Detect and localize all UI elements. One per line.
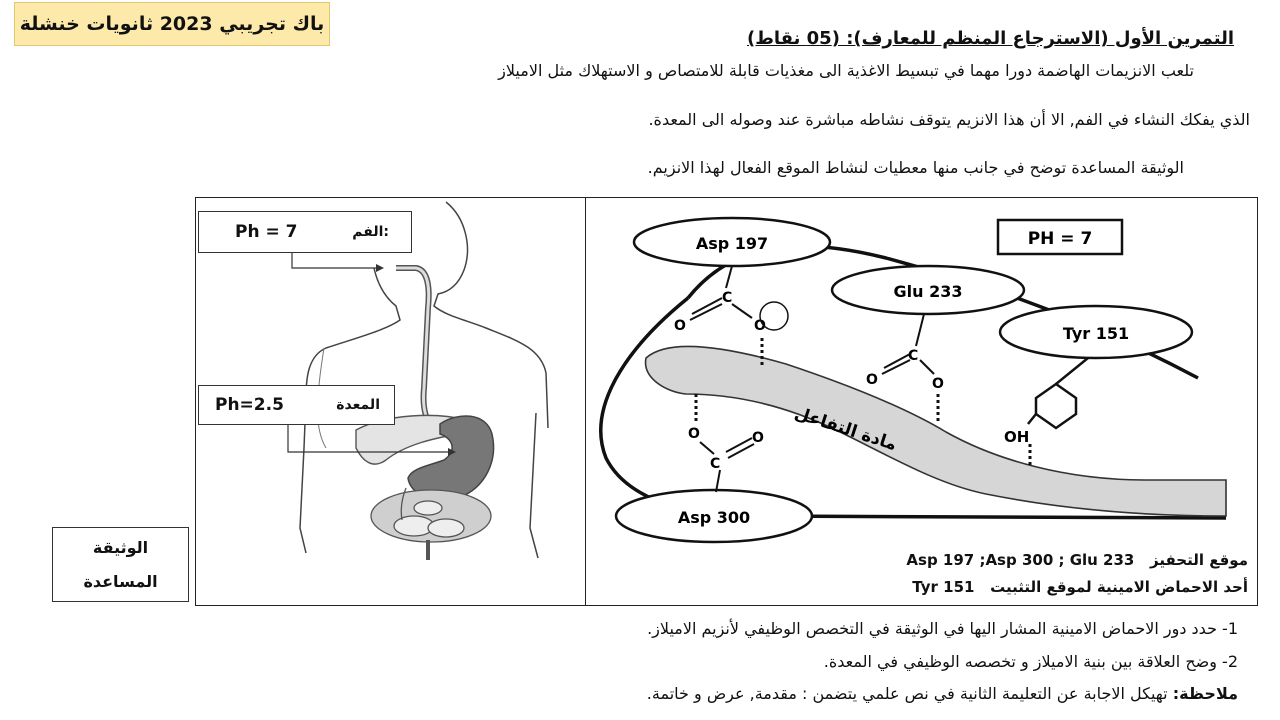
tyr151-oh: OH [1004,428,1030,446]
question-1: 1- حدد دور الاحماض الامينية المشار اليها في الوثيقة في التخصص الوظيفي لأنزيم الاميلاز. [647,619,1238,638]
glu233-o1: O [866,372,878,388]
stomach-ph-box [198,385,395,425]
asp197-o1: O [674,318,686,334]
helper-document-box [52,527,189,602]
ph-box-text: PH = 7 [1027,229,1093,249]
catalytic-site-values: Asp 197 ;Asp 300 ; Glu 233 [906,551,1135,569]
binding-site-label: أحد الاحماض الامينية لموقع التثبيت [990,578,1248,596]
tyr151-label: Tyr 151 [1062,324,1130,343]
glu233-c: C [908,348,919,364]
question-2: 2- وضح العلاقة بين بنية الاميلاز و تخصصه الوظيفي في المعدة. [823,652,1238,671]
asp300-c: C [710,456,721,472]
glu233-o2: O [932,376,944,392]
binding-site-legend [912,578,1248,596]
note-label: ملاحظة: [1172,684,1238,703]
asp197-o2: O [754,318,766,334]
exam-badge: باك تجريبي 2023 ثانويات خنشلة [14,2,330,46]
statement-line-1: تلعب الانزيمات الهاضمة دورا مهما في تبسيط الاغذية الى مغذيات قابلة للامتصاص و الاستهلاك مثل الاميلاز [498,61,1194,80]
catalytic-site-label: موقع التحفيز [1150,551,1248,569]
asp300-label: Asp 300 [677,508,751,527]
asp300-o1: O [688,426,700,442]
note [647,684,1238,703]
asp197-label: Asp 197 [695,234,769,253]
statement-line-3: الوثيقة المساعدة توضح في جانب منها معطيات لنشاط الموقع الفعال لهذا الانزيم. [647,158,1184,177]
asp197-c: C [722,290,733,306]
doc-box-line-1: الوثيقة [92,537,149,557]
exercise-title: التمرين الأول (الاسترجاع المنظم للمعارف): (05 نقاط) [746,28,1234,49]
binding-site-value: Tyr 151 [912,578,975,596]
stomach-label: المعدة [336,397,380,413]
stomach-ph-value: Ph=2.5 [215,395,284,415]
mouth-ph-value: Ph = 7 [235,222,298,242]
glu233-label: Glu 233 [893,282,963,301]
active-site-diagram [586,198,1256,604]
note-text: تهيكل الاجابة عن التعليمة الثانية في نص علمي يتضمن : مقدمة, عرض و خاتمة. [646,684,1168,703]
asp300-o2: O [752,430,764,446]
mouth-ph-box [198,211,412,253]
mouth-label: الفم: [352,224,389,240]
statement-line-2: الذي يفكك النشاء في الفم, الا أن هذا الانزيم يتوقف نشاطه مباشرة عند وصوله الى المعدة. [648,110,1250,129]
doc-box-line-2: المساعدة [83,571,158,591]
catalytic-site-legend [906,551,1248,569]
substrate-label: مادة التفاعل [791,403,900,456]
